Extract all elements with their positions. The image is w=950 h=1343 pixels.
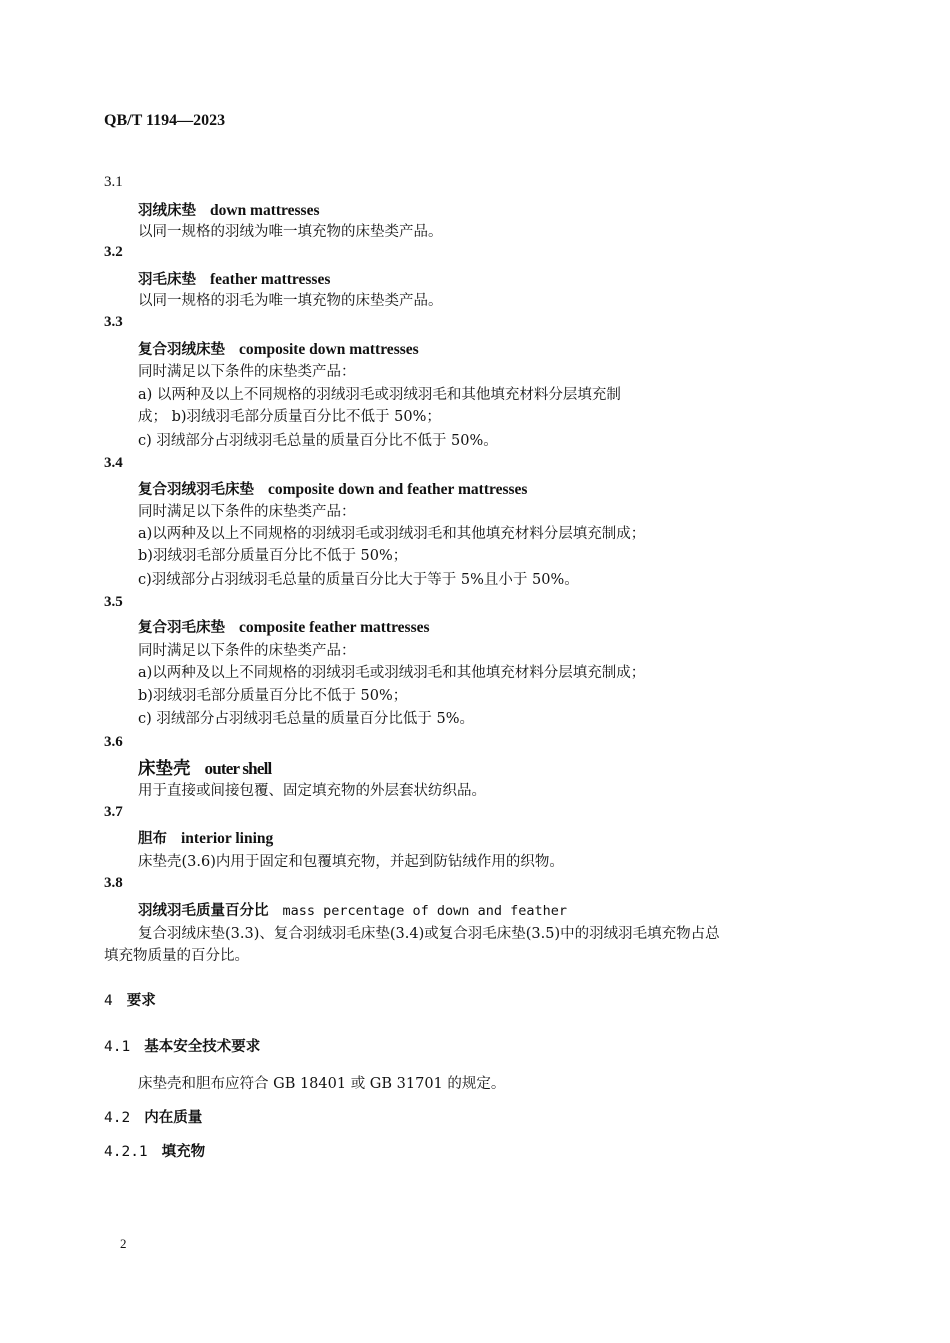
term-definition-line: 同时满足以下条件的床垫类产品： bbox=[138, 643, 356, 659]
term-en: mass percentage of down and feather bbox=[282, 903, 567, 919]
term-zh: 羽毛床垫 bbox=[138, 272, 196, 288]
term-title bbox=[138, 899, 567, 920]
term-definition-line: b)羽绒羽毛部分质量百分比不低于 50%； bbox=[138, 688, 408, 704]
term-zh: 羽绒羽毛质量百分比 bbox=[138, 903, 269, 919]
term-title bbox=[138, 827, 273, 848]
term-zh: 床垫壳 bbox=[138, 759, 191, 779]
term-number: 3.5 bbox=[104, 594, 123, 610]
term-zh: 羽绒床垫 bbox=[138, 203, 196, 219]
term-en: outer shell bbox=[204, 759, 272, 778]
term-number: 3.6 bbox=[104, 734, 123, 750]
section-title: 内在质量 bbox=[144, 1110, 203, 1126]
section-number: 4.2 bbox=[104, 1110, 131, 1126]
section-title: 基本安全技术要求 bbox=[144, 1039, 261, 1055]
term-definition: 用于直接或间接包覆、固定填充物的外层套状纺织品。 bbox=[138, 783, 486, 799]
term-number: 3.2 bbox=[104, 244, 123, 260]
page-number: 2 bbox=[120, 1236, 127, 1251]
term-en: composite down and feather mattresses bbox=[268, 481, 528, 498]
term-definition: 床垫壳(3.6)内用于固定和包覆填充物，并起到防钻绒作用的织物。 bbox=[138, 854, 564, 870]
term-title bbox=[138, 338, 419, 359]
term-definition-line: 成； b)羽绒羽毛部分质量百分比不低于 50%； bbox=[138, 409, 441, 425]
term-zh: 复合羽绒床垫 bbox=[138, 342, 225, 358]
term-title bbox=[138, 755, 271, 780]
term-en: down mattresses bbox=[210, 202, 320, 219]
term-title bbox=[138, 268, 330, 289]
term-en: interior lining bbox=[181, 830, 274, 847]
term-zh: 复合羽绒羽毛床垫 bbox=[138, 482, 254, 498]
term-number: 3.7 bbox=[104, 804, 123, 820]
term-definition-line: 填充物质量的百分比。 bbox=[104, 948, 249, 964]
term-number: 3.8 bbox=[104, 875, 123, 891]
section-number: 4.1 bbox=[104, 1039, 131, 1055]
section-title: 要求 bbox=[126, 993, 156, 1009]
term-number: 3.1 bbox=[104, 174, 123, 190]
section-heading bbox=[104, 989, 156, 1010]
term-en: composite feather mattresses bbox=[239, 619, 430, 636]
term-title bbox=[138, 199, 320, 220]
section-title: 填充物 bbox=[161, 1144, 206, 1160]
term-definition-line: c)羽绒部分占羽绒羽毛总量的质量百分比大于等于 5%且小于 50%。 bbox=[138, 572, 579, 588]
term-number: 3.3 bbox=[104, 314, 123, 330]
document-header: QB/T 1194—2023 bbox=[104, 112, 226, 129]
term-zh: 复合羽毛床垫 bbox=[138, 620, 225, 636]
section-text: 床垫壳和胆布应符合 GB 18401 或 GB 31701 的规定。 bbox=[138, 1076, 506, 1092]
section-number: 4 bbox=[104, 993, 113, 1009]
term-definition: 以同一规格的羽毛为唯一填充物的床垫类产品。 bbox=[138, 293, 443, 309]
term-definition: 以同一规格的羽绒为唯一填充物的床垫类产品。 bbox=[138, 224, 443, 240]
term-title bbox=[138, 478, 527, 499]
term-definition-line: a)以两种及以上不同规格的羽绒羽毛或羽绒羽毛和其他填充材料分层填充制成； bbox=[138, 665, 646, 681]
section-heading bbox=[104, 1035, 260, 1056]
section-number: 4.2.1 bbox=[104, 1144, 148, 1160]
term-number: 3.4 bbox=[104, 455, 123, 471]
term-definition-line: 同时满足以下条件的床垫类产品： bbox=[138, 364, 356, 380]
term-definition-line: 同时满足以下条件的床垫类产品： bbox=[138, 504, 356, 520]
term-definition-line: c) 羽绒部分占羽绒羽毛总量的质量百分比不低于 50%。 bbox=[138, 433, 498, 449]
term-definition-line: 复合羽绒床垫(3.3)、复合羽绒羽毛床垫(3.4)或复合羽毛床垫(3.5)中的羽绒羽毛填充物占总 bbox=[138, 926, 720, 942]
term-en: composite down mattresses bbox=[239, 341, 419, 358]
section-heading bbox=[104, 1140, 205, 1161]
term-en: feather mattresses bbox=[210, 271, 331, 288]
term-definition-line: a) 以两种及以上不同规格的羽绒羽毛或羽绒羽毛和其他填充材料分层填充制 bbox=[138, 387, 621, 403]
section-heading bbox=[104, 1106, 202, 1127]
term-zh: 胆布 bbox=[138, 831, 167, 847]
term-definition-line: a)以两种及以上不同规格的羽绒羽毛或羽绒羽毛和其他填充材料分层填充制成； bbox=[138, 526, 646, 542]
term-definition-line: b)羽绒羽毛部分质量百分比不低于 50%； bbox=[138, 548, 408, 564]
term-definition-line: c) 羽绒部分占羽绒羽毛总量的质量百分比低于 5%。 bbox=[138, 711, 474, 727]
term-title bbox=[138, 616, 430, 637]
